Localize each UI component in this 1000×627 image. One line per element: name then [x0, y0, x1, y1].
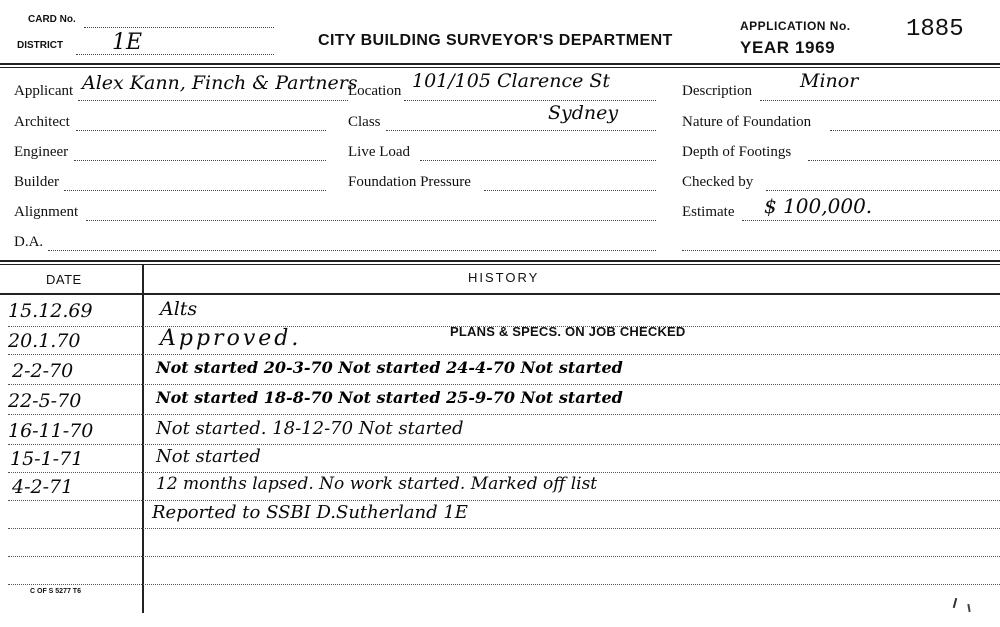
application-number: 1885 — [906, 16, 964, 43]
row-line — [8, 354, 1000, 355]
table-top-rule — [0, 260, 1000, 262]
row-entry: Not started 20-3-70 Not started 24-4-70 Not started — [156, 358, 623, 377]
row-line — [8, 556, 1000, 557]
alignment-label: Alignment — [14, 204, 79, 220]
row-date: 2-2-70 — [12, 360, 74, 382]
alignment-line — [86, 220, 656, 221]
applicant-label: Applicant — [14, 83, 74, 99]
row-date: 22-5-70 — [8, 390, 82, 412]
row-date: 15.12.69 — [8, 300, 93, 322]
checked-by-line — [766, 190, 1000, 191]
district-label: DISTRICT — [17, 40, 64, 51]
header-rule — [0, 63, 1000, 65]
row-line — [8, 500, 1000, 501]
district-value: 1E — [112, 30, 143, 55]
application-no-label: APPLICATION No. — [740, 19, 851, 33]
engineer-label: Engineer — [14, 144, 69, 160]
row-entry: Approved. — [160, 326, 302, 351]
builder-line — [64, 190, 326, 191]
location-line — [404, 100, 656, 101]
district-line — [76, 54, 274, 55]
row-date: 15-1-71 — [10, 448, 84, 470]
row-entry: Not started 18-8-70 Not started 25-9-70 Not started — [156, 388, 623, 407]
foundation-pressure-line — [484, 190, 656, 191]
row-date: 20.1.70 — [8, 330, 81, 352]
history-column-header: HISTORY — [468, 270, 540, 285]
architect-line — [76, 130, 326, 131]
row-entry: Not started. 18-12-70 Not started — [156, 418, 464, 439]
live-load-label: Live Load — [348, 144, 411, 160]
card-no-line — [84, 27, 274, 28]
table-top-rule-2 — [0, 264, 1000, 265]
da-line — [48, 250, 656, 251]
form-code: C OF S 5277 T6 — [30, 588, 81, 595]
blank-line-right — [682, 250, 1000, 251]
row-line — [8, 528, 1000, 529]
da-label: D.A. — [14, 234, 44, 250]
estimate-line — [742, 220, 1000, 221]
applicant-line — [78, 100, 348, 101]
row-entry: Alts — [160, 298, 198, 320]
row-line — [8, 414, 1000, 415]
estimate-value: $ 100,000. — [764, 194, 873, 218]
location-value-2: Sydney — [548, 102, 619, 124]
row-line — [8, 444, 1000, 445]
date-column-header: DATE — [46, 272, 82, 287]
nature-of-foundation-label: Nature of Foundation — [682, 114, 812, 130]
year-label: YEAR 1969 — [740, 38, 836, 57]
row-line — [8, 472, 1000, 473]
live-load-line — [420, 160, 656, 161]
row-line — [8, 584, 1000, 585]
date-column-divider — [142, 265, 144, 613]
plans-checked-stamp: PLANS & SPECS. ON JOB CHECKED — [450, 324, 686, 339]
location-value: 101/105 Clarence St — [412, 70, 611, 92]
card-no-label: CARD No. — [28, 14, 76, 25]
foundation-pressure-label: Foundation Pressure — [348, 174, 471, 190]
depth-of-footings-label: Depth of Footings — [682, 144, 792, 160]
class-label: Class — [348, 114, 381, 130]
description-value: Minor — [800, 70, 859, 92]
row-entry: 12 months lapsed. No work started. Marked off list — [156, 474, 598, 494]
depth-of-footings-line — [808, 160, 1000, 161]
row-line — [8, 384, 1000, 385]
table-header-rule — [0, 293, 1000, 295]
header-rule-2 — [0, 67, 1000, 68]
row-date: 4-2-71 — [12, 476, 74, 498]
estimate-label: Estimate — [682, 204, 735, 220]
scan-mark — [967, 604, 970, 612]
row-date: 16-11-70 — [8, 420, 94, 442]
description-label: Description — [682, 83, 752, 99]
scan-mark — [953, 598, 958, 608]
builder-label: Builder — [14, 174, 59, 190]
engineer-line — [74, 160, 326, 161]
row-entry: Not started — [156, 446, 261, 467]
applicant-value: Alex Kann, Finch & Partners — [82, 72, 358, 94]
class-line — [386, 130, 656, 131]
architect-label: Architect — [14, 114, 70, 130]
description-line — [760, 100, 1000, 101]
department-title: CITY BUILDING SURVEYOR'S DEPARTMENT — [318, 32, 673, 49]
checked-by-label: Checked by — [682, 174, 754, 190]
nature-of-foundation-line — [830, 130, 1000, 131]
location-label: Location — [348, 83, 402, 99]
row-entry: Reported to SSBI D.Sutherland 1E — [152, 502, 468, 523]
